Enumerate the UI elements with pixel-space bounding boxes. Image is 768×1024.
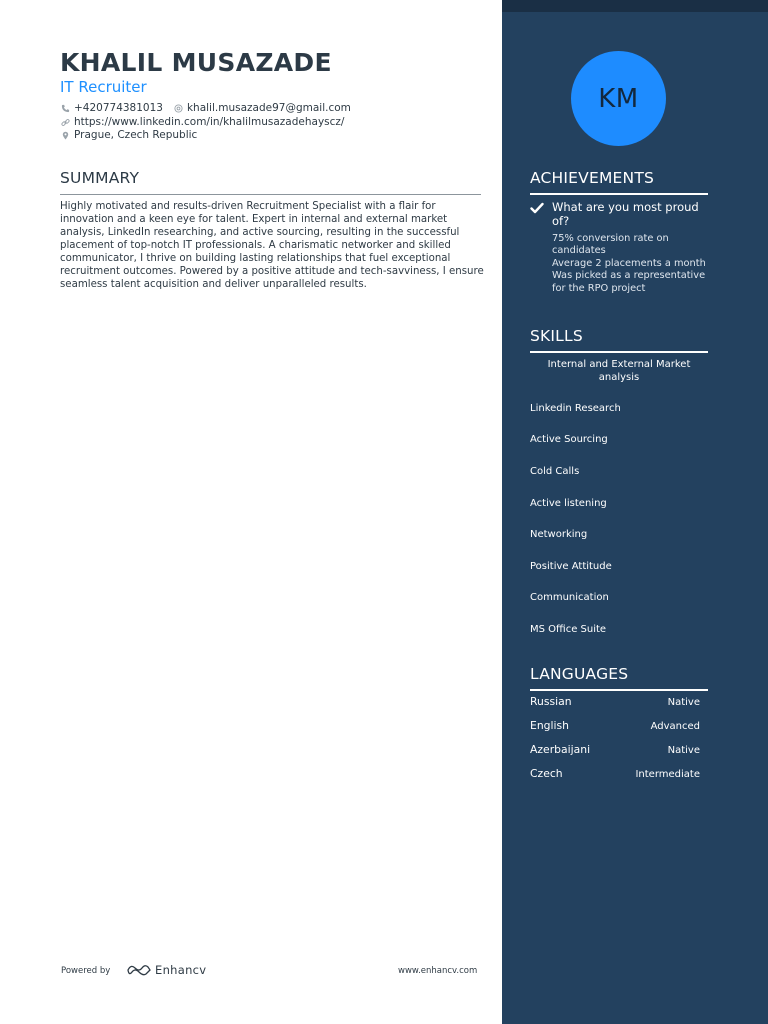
summary-heading: SUMMARY [60,169,140,187]
contact-row-location [60,129,197,141]
candidate-name: KHALIL MUSAZADE [60,48,332,77]
language-level: Advanced [650,721,700,732]
achievement-description [552,233,712,295]
achievements-divider [530,193,708,195]
email-link[interactable]: khalil.musazade97@gmail.com [186,102,351,114]
achievement-line: 75% conversion rate on candidates [552,233,669,257]
sidebar [502,0,768,1024]
avatar [571,51,666,146]
linkedin-link[interactable]: https://www.linkedin.com/in/khalilmusazadehayscz/ [74,116,345,128]
enhancv-url[interactable]: www.enhancv.com [398,966,478,976]
skill-item: Active Sourcing [530,434,608,445]
link-icon [60,117,71,128]
enhancv-logo-icon [126,963,152,977]
summary-divider [60,194,481,195]
summary-text: Highly motivated and results-driven Recruitment Specialist with a flair for innovation and a keen eye for talent. Expert in internal and external market analysis, LinkedIn researching, and active sourcing, resulting in the successful placement of top-notch IT professionals. A charismatic networker and skilled communicator, I thrive on building lasting relationships that fuel exceptional recruitment outcomes. Powered by a positive attitude and tech-savviness, I ensure seamless talent acquisition and deliver unparalleled results. [60,201,484,290]
contact-row-linkedin [60,116,344,128]
languages-heading: LANGUAGES [530,665,629,683]
skills-heading: SKILLS [530,327,583,345]
achievement-line: Was picked as a representative for the RPO project [552,270,706,294]
skill-item: Networking [530,529,588,540]
check-icon [530,202,544,214]
language-name: English [530,719,569,732]
phone-number[interactable]: +420774381013 [74,102,163,114]
job-title: IT Recruiter [60,78,147,96]
sidebar-top-bar [502,0,768,12]
location-text: Prague, Czech Republic [74,129,198,141]
language-level: Native [667,697,700,708]
skill-item: Cold Calls [530,466,580,477]
language-level: Native [667,745,700,756]
skill-item: Positive Attitude [530,561,612,572]
achievement-line: Average 2 placements a month [552,257,706,269]
phone-icon [60,103,71,114]
enhancv-logo[interactable] [126,963,206,977]
enhancv-brand-text: Enhancv [155,963,207,977]
skill-item: Linkedin Research [530,403,621,414]
language-level: Intermediate [635,769,700,780]
language-name: Azerbaijani [530,743,591,756]
skill-item: Internal and External Market analysis [547,359,691,383]
language-name: Russian [530,695,572,708]
skill-item: Active listening [530,498,607,509]
achievement-title: What are you most proud of? [552,200,699,228]
achievements-heading: ACHIEVEMENTS [530,169,655,187]
contact-row-phone-email [60,102,351,114]
languages-divider [530,689,708,691]
powered-by-label: Powered by [61,966,111,976]
avatar-initials: KM [598,83,639,114]
skills-divider [530,351,708,353]
location-pin-icon [60,130,71,141]
skill-item: MS Office Suite [530,624,607,635]
language-name: Czech [530,767,563,780]
at-icon [173,103,184,114]
skill-item: Communication [530,592,609,603]
